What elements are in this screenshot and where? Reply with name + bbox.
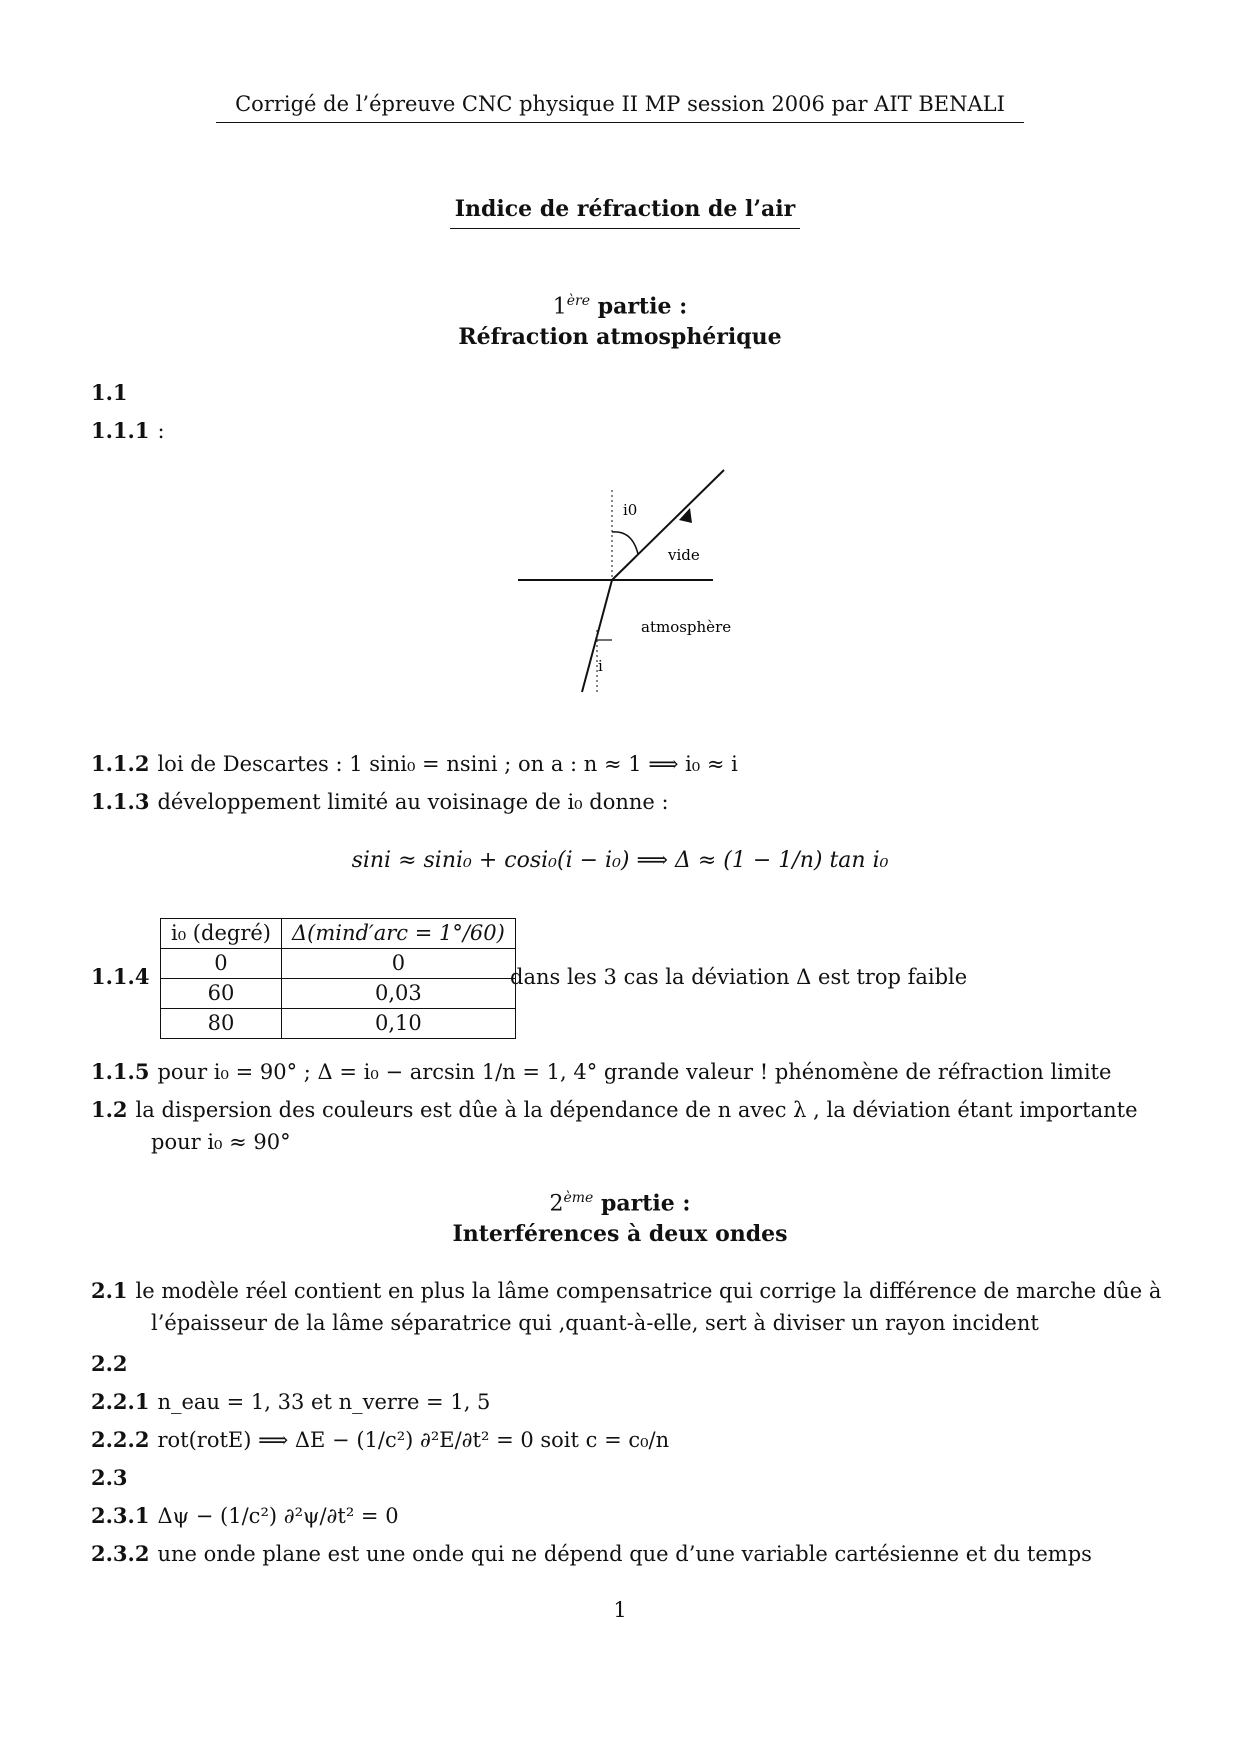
- section-text: loi de Descartes : 1 sini₀ = nsini ; on a : n ≈ 1 ⟹ i₀ ≈ i: [157, 752, 738, 776]
- section-number: 2.2: [91, 1351, 128, 1376]
- section-2-3-2: [91, 1540, 1092, 1568]
- section-number: 2.1: [91, 1278, 128, 1303]
- section-number: 1.1.3: [91, 789, 150, 814]
- section-2-1-cont: l’épaisseur de la lâme séparatrice qui ,quant-à-elle, sert à diviser un rayon incident: [151, 1311, 1039, 1335]
- table-row: [161, 1009, 516, 1039]
- section-text: le modèle réel contient en plus la lâme compensatrice qui corrige la différence de marche dûe à: [135, 1279, 1162, 1303]
- part2-sup: ème: [563, 1190, 594, 1206]
- section-2-2-1: [91, 1388, 490, 1416]
- table-cell: 0,03: [281, 979, 515, 1009]
- section-1-1-2: [91, 750, 738, 778]
- label-i: i: [598, 657, 603, 675]
- table-header-cell: Δ(mind′arc = 1°/60): [281, 919, 515, 949]
- section-number: 1.1.5: [91, 1059, 150, 1084]
- section-number: 1.1: [91, 380, 128, 405]
- part2-subtitle: Interférences à deux ondes: [452, 1221, 788, 1248]
- section-text: Δψ − (1/c²) ∂²ψ/∂t² = 0: [157, 1504, 399, 1528]
- section-text: :: [157, 419, 165, 443]
- section-number: 2.3: [91, 1465, 128, 1490]
- table-cell: 60: [161, 979, 282, 1009]
- section-text: une onde plane est une onde qui ne dépend que d’une variable cartésienne et du temps: [157, 1542, 1092, 1566]
- section-1-2-cont: pour i₀ ≈ 90°: [151, 1130, 291, 1154]
- section-1-1: [91, 379, 136, 407]
- section-1-1-5: [91, 1058, 1111, 1086]
- part1-heading: [0, 286, 1240, 353]
- table-comment: dans les 3 cas la déviation Δ est trop faible: [510, 965, 968, 989]
- table-row: [161, 979, 516, 1009]
- table-header-cell: i₀ (degré): [161, 919, 282, 949]
- table-cell: 0: [161, 949, 282, 979]
- document-title: Indice de réfraction de l’air: [450, 196, 800, 229]
- part1-number: 1: [552, 294, 567, 320]
- section-2-3-1: [91, 1502, 399, 1530]
- part2-number: 2: [549, 1191, 564, 1217]
- section-text: développement limité au voisinage de i₀ donne :: [157, 790, 669, 814]
- ray-arrowhead: [679, 508, 692, 523]
- table-row: [161, 949, 516, 979]
- refraction-diagram: [515, 460, 745, 700]
- section-number: 2.3.1: [91, 1503, 150, 1528]
- section-text: pour i₀ = 90° ; Δ = i₀ − arcsin 1/n = 1, 4° grande valeur ! phénomène de réfraction limite: [157, 1060, 1112, 1084]
- table-cell: 80: [161, 1009, 282, 1039]
- label-i0: i0: [623, 501, 638, 519]
- section-number: 1.2: [91, 1097, 128, 1122]
- section-number: 1.1.1: [91, 418, 150, 443]
- section-number: 1.1.2: [91, 751, 150, 776]
- angle-i0-arc: [612, 532, 638, 554]
- part1-subtitle: Réfraction atmosphérique: [458, 324, 782, 351]
- section-text: la dispersion des couleurs est dûe à la dépendance de n avec λ , la déviation étant importante: [135, 1098, 1138, 1122]
- section-2-2: [91, 1350, 136, 1378]
- section-1-1-3: [91, 788, 669, 816]
- section-1-2: [91, 1096, 1138, 1124]
- part2-heading: [0, 1183, 1240, 1250]
- table-cell: 0: [281, 949, 515, 979]
- section-number: 2.2.2: [91, 1427, 150, 1452]
- section-2-1: [91, 1277, 1161, 1305]
- section-text: rot(rotE) ⟹ ΔE − (1/c²) ∂²E/∂t² = 0 soit c = c₀/n: [157, 1428, 670, 1452]
- section-text: n_eau = 1, 33 et n_verre = 1, 5: [157, 1390, 491, 1414]
- page-header: Corrigé de l’épreuve CNC physique II MP session 2006 par AIT BENALI: [216, 92, 1024, 123]
- section-1-1-1: [91, 417, 165, 445]
- part1-word: partie :: [590, 293, 688, 320]
- table-header-row: [161, 919, 516, 949]
- part1-sup: ère: [566, 293, 591, 309]
- section-number: 2.2.1: [91, 1389, 150, 1414]
- section-2-3: [91, 1464, 136, 1492]
- table-cell: 0,10: [281, 1009, 515, 1039]
- label-vide: vide: [668, 546, 700, 564]
- part2-word: partie :: [593, 1190, 691, 1217]
- page-number: 1: [613, 1598, 627, 1622]
- section-1-1-4: [91, 963, 157, 991]
- equation-development: sini ≈ sini₀ + cosi₀(i − i₀) ⟹ Δ ≈ (1 − 1/n) tan i₀: [351, 848, 889, 873]
- deviation-table: [160, 918, 516, 1039]
- section-2-2-2: [91, 1426, 669, 1454]
- section-number: 2.3.2: [91, 1541, 150, 1566]
- label-atmosphere: atmosphère: [641, 618, 732, 636]
- section-number: 1.1.4: [91, 964, 150, 989]
